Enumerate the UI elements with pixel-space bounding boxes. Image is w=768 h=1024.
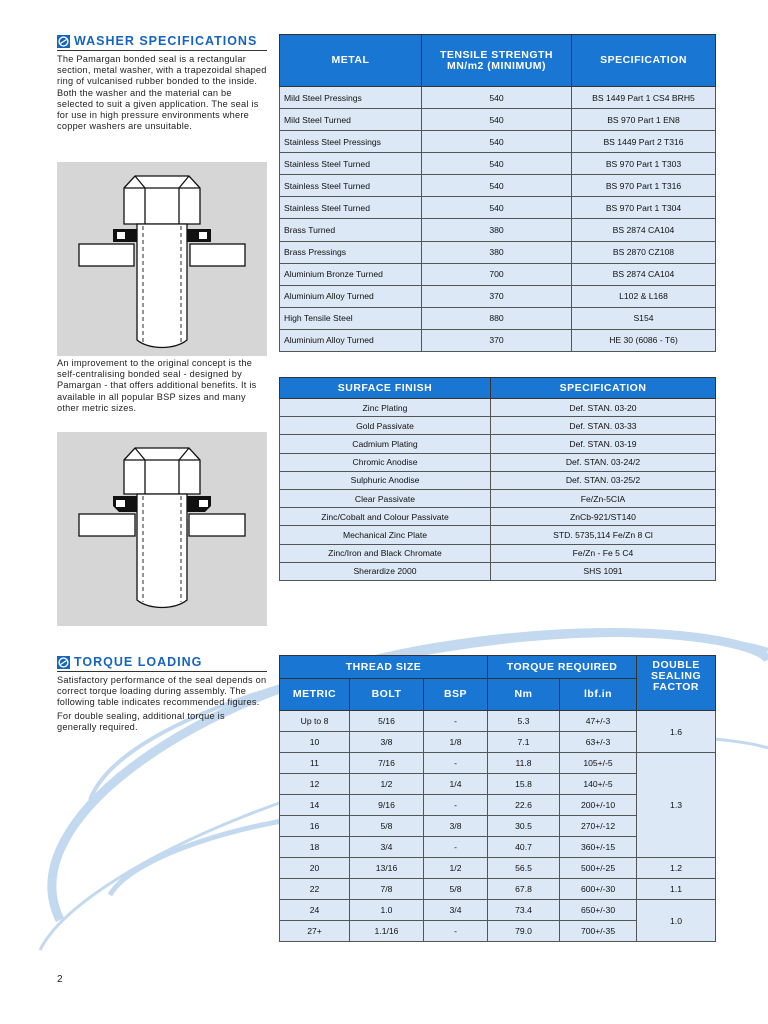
- specification-cell: BS 970 Part 1 T303: [572, 153, 716, 175]
- lbf-in-cell: 47+/-3: [560, 711, 637, 732]
- bolt-cell: 5/16: [350, 711, 424, 732]
- table-row: [280, 285, 716, 307]
- nm-cell: 40.7: [488, 837, 560, 858]
- lbf-in-cell: 200+/-10: [560, 795, 637, 816]
- tensile-strength-cell: 540: [422, 197, 572, 219]
- specification-cell: BS 1449 Part 2 T316: [572, 131, 716, 153]
- washer-title: WASHER SPECIFICATIONS: [74, 34, 258, 48]
- metric-cell: 12: [280, 774, 350, 795]
- torque-section: [57, 655, 267, 733]
- bsp-cell: 3/4: [424, 900, 488, 921]
- bolt-cell: 5/8: [350, 816, 424, 837]
- tensile-strength-cell: 700: [422, 263, 572, 285]
- metal-cell: Aluminium Alloy Turned: [280, 329, 422, 351]
- specification-cell: BS 2874 CA104: [572, 219, 716, 241]
- lbf-in-cell: 140+/-5: [560, 774, 637, 795]
- washer-section: [57, 34, 267, 132]
- finish-specification-cell: Def. STAN. 03-20: [491, 399, 716, 417]
- surface-finish-cell: Zinc/Cobalt and Colour Passivate: [280, 508, 491, 526]
- metal-specification-table: [279, 34, 715, 352]
- sealing-factor-cell: 1.0: [637, 900, 716, 942]
- nm-cell: 11.8: [488, 753, 560, 774]
- metric-header: METRIC: [280, 679, 350, 711]
- tensile-strength-cell: 370: [422, 329, 572, 351]
- surface-finish-cell: Cadmium Plating: [280, 435, 491, 453]
- bolt-cell: 1.1/16: [350, 921, 424, 942]
- tensile-strength-cell: 540: [422, 131, 572, 153]
- lbf-in-cell: 63+/-3: [560, 732, 637, 753]
- table-row: [280, 435, 716, 453]
- finish-specification-cell: Fe/Zn-5CIA: [491, 489, 716, 507]
- torque-paragraph: Satisfactory performance of the seal depends on correct torque loading during assembly. The following table indicates recommended figures.: [57, 675, 267, 708]
- torque-title: TORQUE LOADING: [74, 655, 203, 669]
- table-row: [280, 858, 716, 879]
- lbf-in-cell: 700+/-35: [560, 921, 637, 942]
- bsp-cell: 5/8: [424, 879, 488, 900]
- table-row: [280, 307, 716, 329]
- table-row: [280, 263, 716, 285]
- bsp-cell: 3/8: [424, 816, 488, 837]
- lbf-in-header: lbf.in: [560, 679, 637, 711]
- metal-cell: Aluminium Alloy Turned: [280, 285, 422, 307]
- tensile-strength-cell: 540: [422, 109, 572, 131]
- nm-cell: 22.6: [488, 795, 560, 816]
- table-row: [280, 453, 716, 471]
- torque-required-header: TORQUE REQUIRED: [488, 656, 637, 679]
- metric-cell: Up to 8: [280, 711, 350, 732]
- sealing-factor-cell: 1.2: [637, 858, 716, 879]
- metal-header: METAL: [280, 35, 422, 87]
- table-row: [280, 197, 716, 219]
- table-row: [280, 417, 716, 435]
- bsp-cell: 1/8: [424, 732, 488, 753]
- specification-header: SPECIFICATION: [572, 35, 716, 87]
- specification-cell: BS 1449 Part 1 CS4 BRH5: [572, 87, 716, 109]
- surface-finish-cell: Sherardize 2000: [280, 562, 491, 580]
- table-row: [280, 753, 716, 774]
- bolt-cell: 3/8: [350, 732, 424, 753]
- tensile-strength-cell: 540: [422, 175, 572, 197]
- lbf-in-cell: 650+/-30: [560, 900, 637, 921]
- nm-cell: 30.5: [488, 816, 560, 837]
- bsp-cell: -: [424, 795, 488, 816]
- metal-cell: Stainless Steel Turned: [280, 153, 422, 175]
- bolt-cell: 3/4: [350, 837, 424, 858]
- bsp-cell: 1/4: [424, 774, 488, 795]
- nm-cell: 67.8: [488, 879, 560, 900]
- lbf-in-cell: 500+/-25: [560, 858, 637, 879]
- tensile-strength-cell: 540: [422, 153, 572, 175]
- nm-cell: 7.1: [488, 732, 560, 753]
- section-bullet-icon: [57, 35, 70, 48]
- bsp-cell: 1/2: [424, 858, 488, 879]
- table-row: [280, 526, 716, 544]
- metal-cell: Stainless Steel Pressings: [280, 131, 422, 153]
- metal-cell: Brass Pressings: [280, 241, 422, 263]
- sealing-factor-cell: 1.3: [637, 753, 716, 858]
- bolt-cell: 13/16: [350, 858, 424, 879]
- surface-finish-cell: Zinc/Iron and Black Chromate: [280, 544, 491, 562]
- bolt-header: BOLT: [350, 679, 424, 711]
- specification-cell: S154: [572, 307, 716, 329]
- finish-specification-cell: STD. 5735,114 Fe/Zn 8 Cl: [491, 526, 716, 544]
- metric-cell: 18: [280, 837, 350, 858]
- page-number: 2: [57, 974, 63, 985]
- table-row: [280, 562, 716, 580]
- table-row: [280, 900, 716, 921]
- table-row: [280, 879, 716, 900]
- bsp-cell: -: [424, 837, 488, 858]
- sealing-factor-cell: 1.6: [637, 711, 716, 753]
- double-sealing-factor-header: DOUBLE SEALING FACTOR: [637, 656, 716, 711]
- table-row: [280, 508, 716, 526]
- specification-cell: BS 970 Part 1 T316: [572, 175, 716, 197]
- table-row: [280, 153, 716, 175]
- metric-cell: 10: [280, 732, 350, 753]
- bolt-cell: 1.0: [350, 900, 424, 921]
- metric-cell: 16: [280, 816, 350, 837]
- lbf-in-cell: 105+/-5: [560, 753, 637, 774]
- table-row: [280, 87, 716, 109]
- table-row: [280, 109, 716, 131]
- table-row: [280, 544, 716, 562]
- metric-cell: 24: [280, 900, 350, 921]
- metal-cell: High Tensile Steel: [280, 307, 422, 329]
- bolt-cell: 9/16: [350, 795, 424, 816]
- table-row: [280, 489, 716, 507]
- specification-cell: BS 2870 CZ108: [572, 241, 716, 263]
- finish-specification-cell: Def. STAN. 03-25/2: [491, 471, 716, 489]
- bsp-header: BSP: [424, 679, 488, 711]
- sealing-factor-cell: 1.1: [637, 879, 716, 900]
- tensile-strength-header: TENSILE STRENGTH MN/m2 (MINIMUM): [422, 35, 572, 87]
- finish-specification-cell: Def. STAN. 03-24/2: [491, 453, 716, 471]
- surface-finish-cell: Zinc Plating: [280, 399, 491, 417]
- table-row: [280, 399, 716, 417]
- double-sealing-paragraph: For double sealing, additional torque is generally required.: [57, 710, 225, 732]
- specification-cell: L102 & L168: [572, 285, 716, 307]
- metric-cell: 27+: [280, 921, 350, 942]
- table-row: [280, 711, 716, 732]
- table-row: [280, 471, 716, 489]
- finish-specification-cell: SHS 1091: [491, 562, 716, 580]
- surface-finish-cell: Mechanical Zinc Plate: [280, 526, 491, 544]
- nm-cell: 73.4: [488, 900, 560, 921]
- bolt-cell: 7/16: [350, 753, 424, 774]
- tensile-strength-cell: 540: [422, 87, 572, 109]
- tensile-strength-cell: 380: [422, 241, 572, 263]
- lbf-in-cell: 360+/-15: [560, 837, 637, 858]
- self-centralising-seal-illustration: [57, 432, 267, 626]
- bonded-seal-illustration: [57, 162, 267, 356]
- metric-cell: 20: [280, 858, 350, 879]
- table-row: [280, 219, 716, 241]
- bsp-cell: -: [424, 921, 488, 942]
- surface-finish-cell: Chromic Anodise: [280, 453, 491, 471]
- specification-cell: BS 970 Part 1 T304: [572, 197, 716, 219]
- surface-finish-cell: Sulphuric Anodise: [280, 471, 491, 489]
- bsp-cell: -: [424, 753, 488, 774]
- nm-cell: 5.3: [488, 711, 560, 732]
- torque-heading: [57, 655, 267, 672]
- bolt-cell: 7/8: [350, 879, 424, 900]
- surface-finish-table: [279, 377, 715, 581]
- metal-cell: Stainless Steel Turned: [280, 175, 422, 197]
- bsp-cell: -: [424, 711, 488, 732]
- specification-cell: HE 30 (6086 - T6): [572, 329, 716, 351]
- metal-cell: Stainless Steel Turned: [280, 197, 422, 219]
- nm-cell: 79.0: [488, 921, 560, 942]
- metal-cell: Mild Steel Pressings: [280, 87, 422, 109]
- washer-heading: [57, 34, 267, 51]
- self-centralising-paragraph: An improvement to the original concept is the self-centralising bonded seal - designed by Pamargan - that offers additional benefits. It is available in all popular BSP sizes and many other metric sizes.: [57, 358, 257, 413]
- tensile-strength-cell: 370: [422, 285, 572, 307]
- surface-finish-cell: Clear Passivate: [280, 489, 491, 507]
- specification-cell: BS 2874 CA104: [572, 263, 716, 285]
- metal-cell: Mild Steel Turned: [280, 109, 422, 131]
- finish-specification-cell: ZnCb-921/ST140: [491, 508, 716, 526]
- tensile-strength-cell: 880: [422, 307, 572, 329]
- table-row: [280, 241, 716, 263]
- nm-cell: 15.8: [488, 774, 560, 795]
- nm-cell: 56.5: [488, 858, 560, 879]
- surface-finish-header: SURFACE FINISH: [280, 378, 491, 399]
- finish-specification-cell: Def. STAN. 03-19: [491, 435, 716, 453]
- metric-cell: 11: [280, 753, 350, 774]
- finish-specification-cell: Def. STAN. 03-33: [491, 417, 716, 435]
- finish-specification-cell: Fe/Zn - Fe 5 C4: [491, 544, 716, 562]
- table-row: [280, 329, 716, 351]
- nm-header: Nm: [488, 679, 560, 711]
- surface-finish-cell: Gold Passivate: [280, 417, 491, 435]
- washer-paragraph: The Pamargan bonded seal is a rectangular section, metal washer, with a trapezoidal shaped ring of vulcanised rubber bonded to the inside. Both the washer and the material can be selected to suit a given application. The seal is for use in high pressure environments where copper washers are unsuitable.: [57, 54, 267, 132]
- table-row: [280, 175, 716, 197]
- specification-cell: BS 970 Part 1 EN8: [572, 109, 716, 131]
- metric-cell: 22: [280, 879, 350, 900]
- metal-cell: Aluminium Bronze Turned: [280, 263, 422, 285]
- tensile-strength-cell: 380: [422, 219, 572, 241]
- thread-size-header: THREAD SIZE: [280, 656, 488, 679]
- lbf-in-cell: 600+/-30: [560, 879, 637, 900]
- metric-cell: 14: [280, 795, 350, 816]
- table-row: [280, 131, 716, 153]
- bolt-cell: 1/2: [350, 774, 424, 795]
- lbf-in-cell: 270+/-12: [560, 816, 637, 837]
- section-bullet-icon: [57, 656, 70, 669]
- metal-cell: Brass Turned: [280, 219, 422, 241]
- torque-table: [279, 655, 715, 942]
- finish-specification-header: SPECIFICATION: [491, 378, 716, 399]
